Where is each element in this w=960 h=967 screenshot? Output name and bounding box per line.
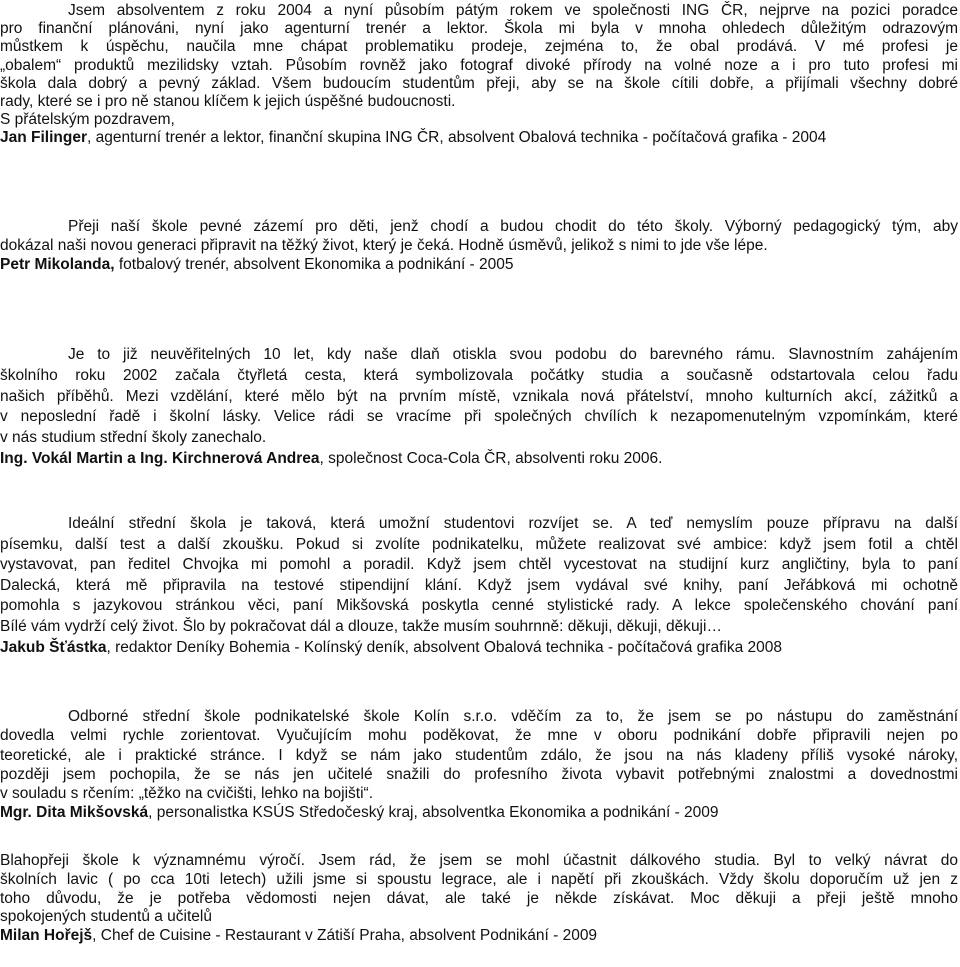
signature-details: , redaktor Deníky Bohemia - Kolínský deník, absolvent Obalová technika - počítačová grafika 2008 [106, 638, 782, 656]
signature-details: , společnost Coca-Cola ČR, absolventi roku 2006. [319, 449, 663, 467]
signature-name: Milan Hořejš [0, 927, 93, 945]
testimonial-line: Odborné střední škole podnikatelské škole Kolín s.r.o. vděčím za to, že jsem se po nástupu do zaměstnání [68, 708, 958, 725]
testimonial-line: Přeji naší škole pevné zázemí pro děti, jenž chodí a budou chodit do této školy. Výborný pedagogický tým, aby [68, 218, 958, 235]
testimonial-line: v neposlední řadě i školní lásky. Velice rádi se vracíme při společných chvílích k nezapomenutelným vzpomínkám, které [0, 408, 958, 426]
signature [0, 927, 958, 946]
testimonial-line: v souladu s rčením: „těžko na cvičišti, lehko na bojišti“. [0, 785, 374, 803]
testimonial-line: „obalem“ produktů mezilidsky vztah. Působím rovněž jako fotograf divoké přírody na volné noze a i pro tuto profesi mi [0, 56, 958, 74]
testimonial-line: Dalecká, která mě připravila na testové stipendijní klání. Když jsem vydával své knihy, paní Jeřábková mi ochotně [0, 576, 958, 594]
signature-name: Jan Filinger [0, 129, 87, 147]
testimonial-line: rady, které se i pro ně stanou klíčem k jejich úspěšné budoucnosti. [0, 93, 456, 111]
testimonial-line: S přátelským pozdravem, [0, 111, 175, 129]
testimonial-line: našich příběhů. Mezi vzdělání, které mělo být na prvním místě, vznikala nová přátelství, mnoho kulturních akcí, zážitků a [0, 387, 958, 405]
signature-details: , agenturní trenér a lektor, finanční skupina ING ČR, absolvent Obalová technika - počítačová grafika - 2004 [87, 129, 827, 147]
testimonial-line: Ideální střední škola je taková, která umožní studentovi rozvíjet se. A teď nemyslím pouze přípravu na další [68, 515, 958, 532]
testimonial-line: pro finanční plánováni, nyní jako agenturní trenér a lektor. Škola mi byla v mnoha ohledech důležitým odrazovým [0, 20, 958, 38]
signature [0, 255, 958, 274]
testimonial-line: později jsem pochopila, že se nás jen učitelé snažili do profesního života vybavit potřebnými znalostmi a dovednostmi [0, 765, 958, 783]
testimonial [0, 852, 958, 946]
testimonial-line: školních lavic ( po cca 10ti letech) užili jsme si spoustu legrace, ale i napětí při zkouškách. Vždy školu doporučím už jen z [0, 870, 958, 888]
testimonial-line: vystavovat, pan ředitel Chvojka mi pomohl a poradil. Když jsem chtěl vycestovat na studijní kurz angličtiny, byla to paní [0, 556, 958, 574]
testimonial-line: v nás studium střední školy zanechalo. [0, 429, 267, 447]
signature-details: fotbalový trenér, absolvent Ekonomika a podnikání - 2005 [114, 256, 514, 274]
testimonial [0, 217, 958, 275]
testimonial [0, 2, 958, 148]
testimonial-line: pomohla s jazykovou stránkou věci, paní Mikšovská poskytla cenné stylistické rady. A lekce společenského chování paní [0, 597, 958, 615]
testimonial-line: dokázal naši novou generaci připravit na těžký život, který je čeká. Hodně úsměvů, jelikož s nimi to jde vše lépe. [0, 237, 768, 255]
signature-name: Mgr. Dita Mikšovská [0, 804, 149, 822]
signature-name: Jakub Šťástka [0, 638, 107, 656]
testimonial-line: dovedla velmi rychle zorientovat. Vyučujícím mohu poděkovat, že mne v oboru podnikání dobře připravili nejen po [0, 727, 958, 745]
testimonial-line: Blahopřeji škole k významnému výročí. Jsem rád, že jsem se mohl účastnit dálkového studia. Byl to velký návrat do [0, 852, 958, 869]
testimonial-line: toho důvodu, že je potřeba vědomosti nejen dávat, ale také je někde získávat. Moc děkuji a přeji ještě mnoho [0, 889, 958, 907]
signature-name: Petr Mikolanda, [0, 256, 115, 274]
testimonial-line: školního roku 2002 začala čtyřletá cesta, která symbolizovala počátky studia a současně odstartovala celou řadu [0, 366, 958, 384]
testimonial-line: písemku, další test a další zkoušku. Pokud si zvolíte podnikatelku, můžete realizovat své ambice: když jsem fotil a chtěl [0, 535, 958, 553]
testimonial-line: Jsem absolventem z roku 2004 a nyní působím pátým rokem ve společnosti ING ČR, nejprve na pozici poradce [68, 2, 958, 19]
testimonial [0, 514, 958, 658]
testimonial-line: spokojených studentů a učitelů [0, 908, 212, 926]
testimonial-line: Bílé vám vydrží celý život. Šlo by pokračovat dál a dlouze, takže musím souhrnně: děkuji, děkuji, děkuji… [0, 617, 722, 635]
testimonial-line: můstkem k úspěchu, naučila mne chápat problematiku prodeje, zejména to, že obal prodává. V mé profesi je [0, 38, 958, 56]
signature [0, 449, 958, 470]
signature-name: Ing. Vokál Martin a Ing. Kirchnerová Andrea [0, 449, 320, 467]
testimonial [0, 707, 958, 823]
signature [0, 129, 958, 147]
testimonial [0, 345, 958, 470]
testimonial-line: škola dala dobrý a pevný základ. Všem budoucím studentům přeji, aby se na škole cítili dobře, a přijímali všechny dobré [0, 74, 958, 92]
signature-details: , personalistka KSÚS Středočeský kraj, absolventka Ekonomika a podnikání - 2009 [148, 804, 719, 822]
signature [0, 803, 958, 822]
signature [0, 638, 958, 659]
testimonial-line: teoretické, ale i praktické stránce. I když se nám jako studentům zdálo, že jsou na nás kladeny příliš vysoké nároky, [0, 746, 958, 764]
testimonial-line: Je to již neuvěřitelných 10 let, kdy naše dlaň otiskla svou podobu do barevného rámu. Slavnostním zahájením [68, 346, 958, 363]
signature-details: , Chef de Cuisine - Restaurant v Zátiší Praha, absolvent Podnikání - 2009 [92, 927, 598, 945]
